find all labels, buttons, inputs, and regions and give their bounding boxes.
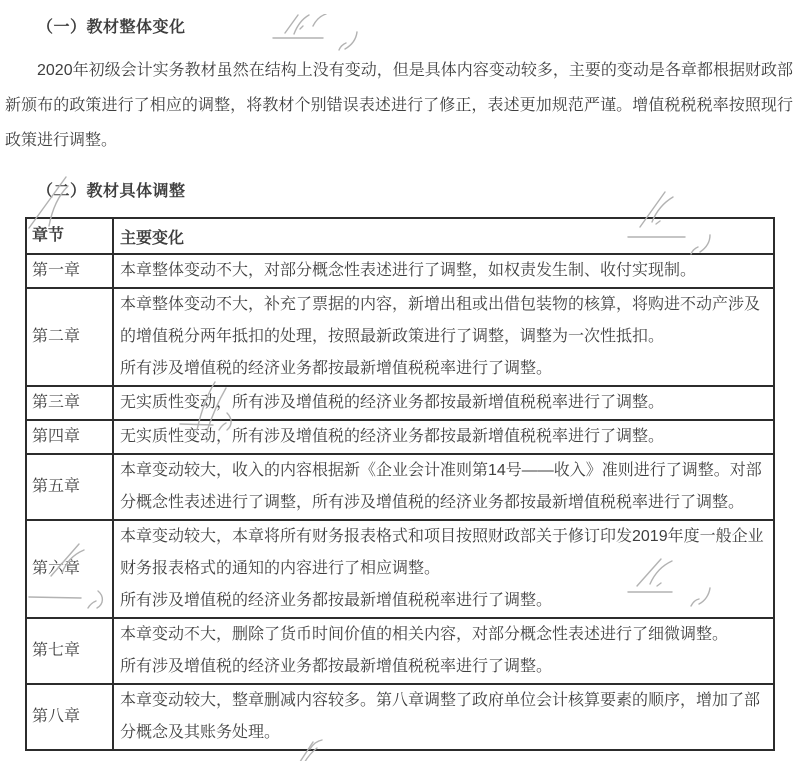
- changes-cell: [113, 420, 774, 454]
- table-row: [26, 254, 774, 288]
- column-header-chapter: 章节: [26, 218, 113, 254]
- change-paragraph: 所有涉及增值税的经济业务都按最新增值税税率进行了调整。: [120, 592, 553, 609]
- changes-cell: [113, 520, 774, 618]
- changes-cell: [113, 288, 774, 386]
- change-paragraph: 本章整体变动不大，补充了票据的内容，新增出租或出借包装物的核算，将购进不动产涉及的增值税分两年抵扣的处理，按照最新政策进行了调整，调整为一次性抵扣。: [120, 296, 761, 345]
- change-paragraph: 本章变动较大，收入的内容根据新《企业会计准则第14号——收入》准则进行了调整。对部分概念性表述进行了调整，所有涉及增值税的经济业务都按最新增值税税率进行了调整。: [120, 462, 762, 511]
- table-row: [26, 618, 774, 684]
- changes-cell: [113, 618, 774, 684]
- chapter-cell: 第五章: [26, 454, 113, 520]
- change-paragraph: 本章变动较大，整章删减内容较多。第八章调整了政府单位会计核算要素的顺序，增加了部分概念及其账务处理。: [120, 692, 761, 741]
- change-paragraph: 无实质性变动，所有涉及增值税的经济业务都按最新增值税税率进行了调整。: [120, 428, 665, 445]
- change-paragraph: 本章变动不大，删除了货币时间价值的相关内容，对部分概念性表述进行了细微调整。: [120, 626, 729, 643]
- change-paragraph: 本章整体变动不大，对部分概念性表述进行了调整，如权责发生制、收付实现制。: [120, 262, 697, 279]
- document-page: [0, 14, 797, 761]
- section-heading-overall-changes: （一）教材整体变化: [37, 19, 186, 36]
- changes-cell: [113, 386, 774, 420]
- chapter-cell: 第七章: [26, 618, 113, 684]
- chapter-cell: 第八章: [26, 684, 113, 750]
- chapter-cell: 第二章: [26, 288, 113, 386]
- table-header-row: [26, 218, 774, 254]
- chapter-cell: 第四章: [26, 420, 113, 454]
- change-paragraph: 所有涉及增值税的经济业务都按最新增值税税率进行了调整。: [120, 360, 553, 377]
- chapter-cell: 第一章: [26, 254, 113, 288]
- overall-changes-paragraph: 2020年初级会计实务教材虽然在结构上没有变动，但是具体内容变动较多，主要的变动是各章都根据财政部新颁布的政策进行了相应的调整，将教材个别错误表述进行了修正，表述更加规范严谨。增值税税税率按照现行政策进行调整。: [5, 62, 793, 149]
- section-heading-specific-adjustments: （二）教材具体调整: [37, 183, 186, 200]
- chapter-cell: 第六章: [26, 520, 113, 618]
- table-row: [26, 288, 774, 386]
- change-paragraph: 无实质性变动，所有涉及增值税的经济业务都按最新增值税税率进行了调整。: [120, 394, 665, 411]
- changes-cell: [113, 684, 774, 750]
- chapter-cell: 第三章: [26, 386, 113, 420]
- column-header-main-changes: 主要变化: [113, 218, 774, 254]
- table-row: [26, 386, 774, 420]
- change-paragraph: 所有涉及增值税的经济业务都按最新增值税税率进行了调整。: [120, 658, 553, 675]
- table-row: [26, 520, 774, 618]
- changes-cell: [113, 454, 774, 520]
- change-paragraph: 本章变动较大，本章将所有财务报表格式和项目按照财政部关于修订印发2019年度一般企业财务报表格式的通知的内容进行了相应调整。: [120, 528, 764, 577]
- table-row: [26, 420, 774, 454]
- table-row: [26, 454, 774, 520]
- textbook-changes-table: [25, 217, 775, 751]
- changes-cell: [113, 254, 774, 288]
- chapter-table-body: [26, 254, 774, 750]
- table-row: [26, 684, 774, 750]
